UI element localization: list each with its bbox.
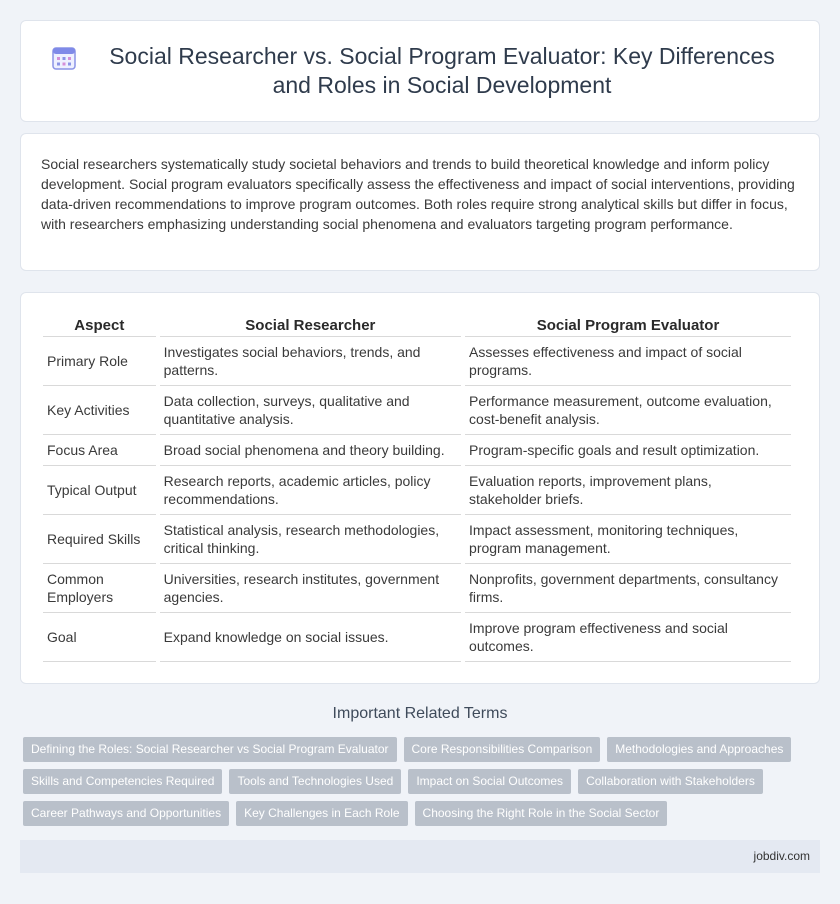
table-row — [43, 466, 791, 515]
header-social-program-evaluator: Social Program Evaluator — [465, 311, 791, 337]
related-terms-title: Important Related Terms — [332, 705, 508, 722]
header-social-researcher: Social Researcher — [160, 311, 461, 337]
summary-text: Social researchers systematically study societal behaviors and trends to build theoretical knowledge and inform policy development. Social program evaluators specifically assess the effectiveness and impact of social interventions, providing data-driven recommendations to improve program outcomes. Both roles require strong analytical skills but differ in focus, with researchers emphasizing understanding social phenomena and evaluators targeting program performance. — [41, 156, 795, 232]
row-evaluator-cell: Performance measurement, outcome evaluation, cost-benefit analysis. — [465, 386, 791, 435]
related-term-tag[interactable]: Collaboration with Stakeholders — [578, 769, 763, 794]
row-evaluator-cell: Impact assessment, monitoring techniques, program management. — [465, 515, 791, 564]
related-term-tag[interactable]: Core Responsibilities Comparison — [404, 737, 601, 762]
title-card — [20, 20, 820, 122]
related-term-tag[interactable]: Defining the Roles: Social Researcher vs Social Program Evaluator — [23, 737, 397, 762]
title-wrap — [50, 42, 790, 100]
comparison-table — [39, 311, 795, 662]
row-aspect: Common Employers — [43, 564, 156, 613]
related-term-tag[interactable]: Tools and Technologies Used — [229, 769, 401, 794]
row-researcher-cell: Universities, research institutes, government agencies. — [160, 564, 461, 613]
related-term-tag[interactable]: Career Pathways and Opportunities — [23, 801, 229, 826]
row-researcher-cell: Broad social phenomena and theory building. — [160, 435, 461, 466]
row-aspect: Focus Area — [43, 435, 156, 466]
related-term-tag[interactable]: Skills and Competencies Required — [23, 769, 222, 794]
related-term-tag[interactable]: Impact on Social Outcomes — [408, 769, 571, 794]
row-aspect: Typical Output — [43, 466, 156, 515]
table-header-row — [43, 311, 791, 337]
row-researcher-cell: Research reports, academic articles, policy recommendations. — [160, 466, 461, 515]
row-evaluator-cell: Nonprofits, government departments, consultancy firms. — [465, 564, 791, 613]
table-row — [43, 337, 791, 386]
calendar-grid-icon — [50, 44, 78, 72]
footer — [20, 840, 820, 873]
row-aspect: Primary Role — [43, 337, 156, 386]
row-researcher-cell: Statistical analysis, research methodologies, critical thinking. — [160, 515, 461, 564]
row-evaluator-cell: Evaluation reports, improvement plans, stakeholder briefs. — [465, 466, 791, 515]
header-aspect: Aspect — [43, 311, 156, 337]
related-term-tag[interactable]: Key Challenges in Each Role — [236, 801, 407, 826]
row-evaluator-cell: Program-specific goals and result optimization. — [465, 435, 791, 466]
related-term-tag[interactable]: Choosing the Right Role in the Social Sector — [415, 801, 668, 826]
footer-site-link[interactable]: jobdiv.com — [753, 849, 810, 863]
row-aspect: Required Skills — [43, 515, 156, 564]
row-aspect: Goal — [43, 613, 156, 662]
table-row — [43, 564, 791, 613]
comparison-table-card — [20, 292, 820, 684]
row-researcher-cell: Expand knowledge on social issues. — [160, 613, 461, 662]
table-row — [43, 613, 791, 662]
row-researcher-cell: Investigates social behaviors, trends, and patterns. — [160, 337, 461, 386]
table-row — [43, 435, 791, 466]
table-row — [43, 386, 791, 435]
summary-card — [20, 133, 820, 271]
related-terms-tags — [23, 737, 823, 833]
row-researcher-cell: Data collection, surveys, qualitative and quantitative analysis. — [160, 386, 461, 435]
row-evaluator-cell: Improve program effectiveness and social outcomes. — [465, 613, 791, 662]
table-row — [43, 515, 791, 564]
row-evaluator-cell: Assesses effectiveness and impact of social programs. — [465, 337, 791, 386]
page-title: Social Researcher vs. Social Program Evaluator: Key Differences and Roles in Social Development — [109, 43, 775, 98]
row-aspect: Key Activities — [43, 386, 156, 435]
related-term-tag[interactable]: Methodologies and Approaches — [607, 737, 791, 762]
